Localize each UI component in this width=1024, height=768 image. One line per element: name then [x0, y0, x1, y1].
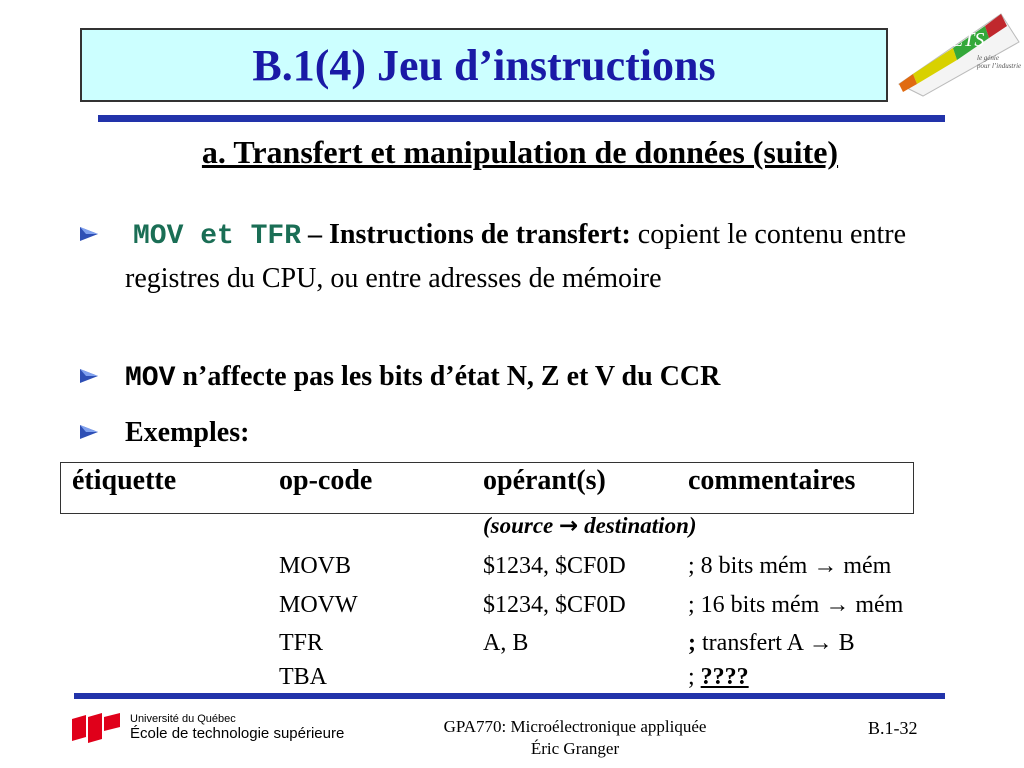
ets-logo [893, 4, 1021, 112]
bullet-arrow-icon [78, 225, 100, 243]
course-name: GPA770: Microélectronique appliquée [443, 717, 707, 736]
bullet-mov-ccr [125, 356, 945, 400]
examples-label: Exemples: [125, 417, 250, 448]
slide-title: B.1(4) Jeu d’instructions [252, 40, 716, 90]
bottom-rule [74, 693, 945, 699]
note-part-2: destination) [578, 513, 697, 538]
row-comment [688, 630, 855, 657]
comment-semicolon: ; [688, 664, 701, 690]
uq-logo [72, 713, 120, 745]
school-name: École de technologie supérieure [130, 725, 345, 742]
slide-subtitle: a. Transfert et manipulation de données (suite) [201, 134, 839, 170]
row-opcode: TBA [279, 664, 327, 690]
transfer-instructions-label: Instructions de transfert: [329, 219, 631, 250]
row-comment: ; 8 bits mém → mém [688, 553, 892, 579]
source-destination-note [483, 513, 697, 539]
title-box [80, 28, 888, 102]
ets-tagline-1: le génie [977, 54, 999, 62]
ets-logo-text: ÉTS [951, 29, 985, 51]
transfer-description: copient le contenu entre registres du CPU, ou entre adresses de mémoire [125, 219, 906, 294]
comment-text: ???? [700, 664, 749, 690]
row-operands: A, B [483, 630, 529, 656]
footer-course [400, 716, 750, 760]
note-part-1: (source [483, 513, 560, 538]
ccr-note: n’affecte pas les bits d’état N, Z et V du CCR [175, 361, 721, 392]
header-comments: commentaires [688, 465, 856, 496]
header-label: étiquette [72, 465, 177, 496]
ets-tagline-2: pour l’industrie [977, 62, 1021, 70]
university-name: Université du Québec [130, 713, 236, 725]
bullet-arrow-icon [78, 423, 100, 441]
bullet-mov-tfr [125, 214, 945, 300]
row-opcode: TFR [279, 630, 324, 656]
mov-tfr-code: MOV et TFR [133, 221, 302, 252]
row-comment [688, 664, 749, 691]
mov-code: MOV [125, 363, 176, 394]
row-opcode: MOVB [279, 553, 352, 579]
comment-semicolon: ; [688, 630, 696, 656]
arrow-icon: → [559, 513, 579, 539]
page-number: B.1-32 [868, 718, 918, 738]
bullet-dash: – [301, 219, 330, 250]
header-operands: opérant(s) [483, 465, 606, 496]
top-rule [98, 115, 945, 122]
row-operands: $1234, $CF0D [483, 592, 626, 618]
comment-text: transfert A → B [696, 630, 855, 656]
row-opcode: MOVW [279, 592, 358, 618]
author-name: Éric Granger [530, 739, 620, 758]
row-comment: ; 16 bits mém → mém [688, 592, 904, 618]
bullet-arrow-icon [78, 367, 100, 385]
row-operands: $1234, $CF0D [483, 553, 626, 579]
header-opcode: op-code [279, 465, 373, 496]
